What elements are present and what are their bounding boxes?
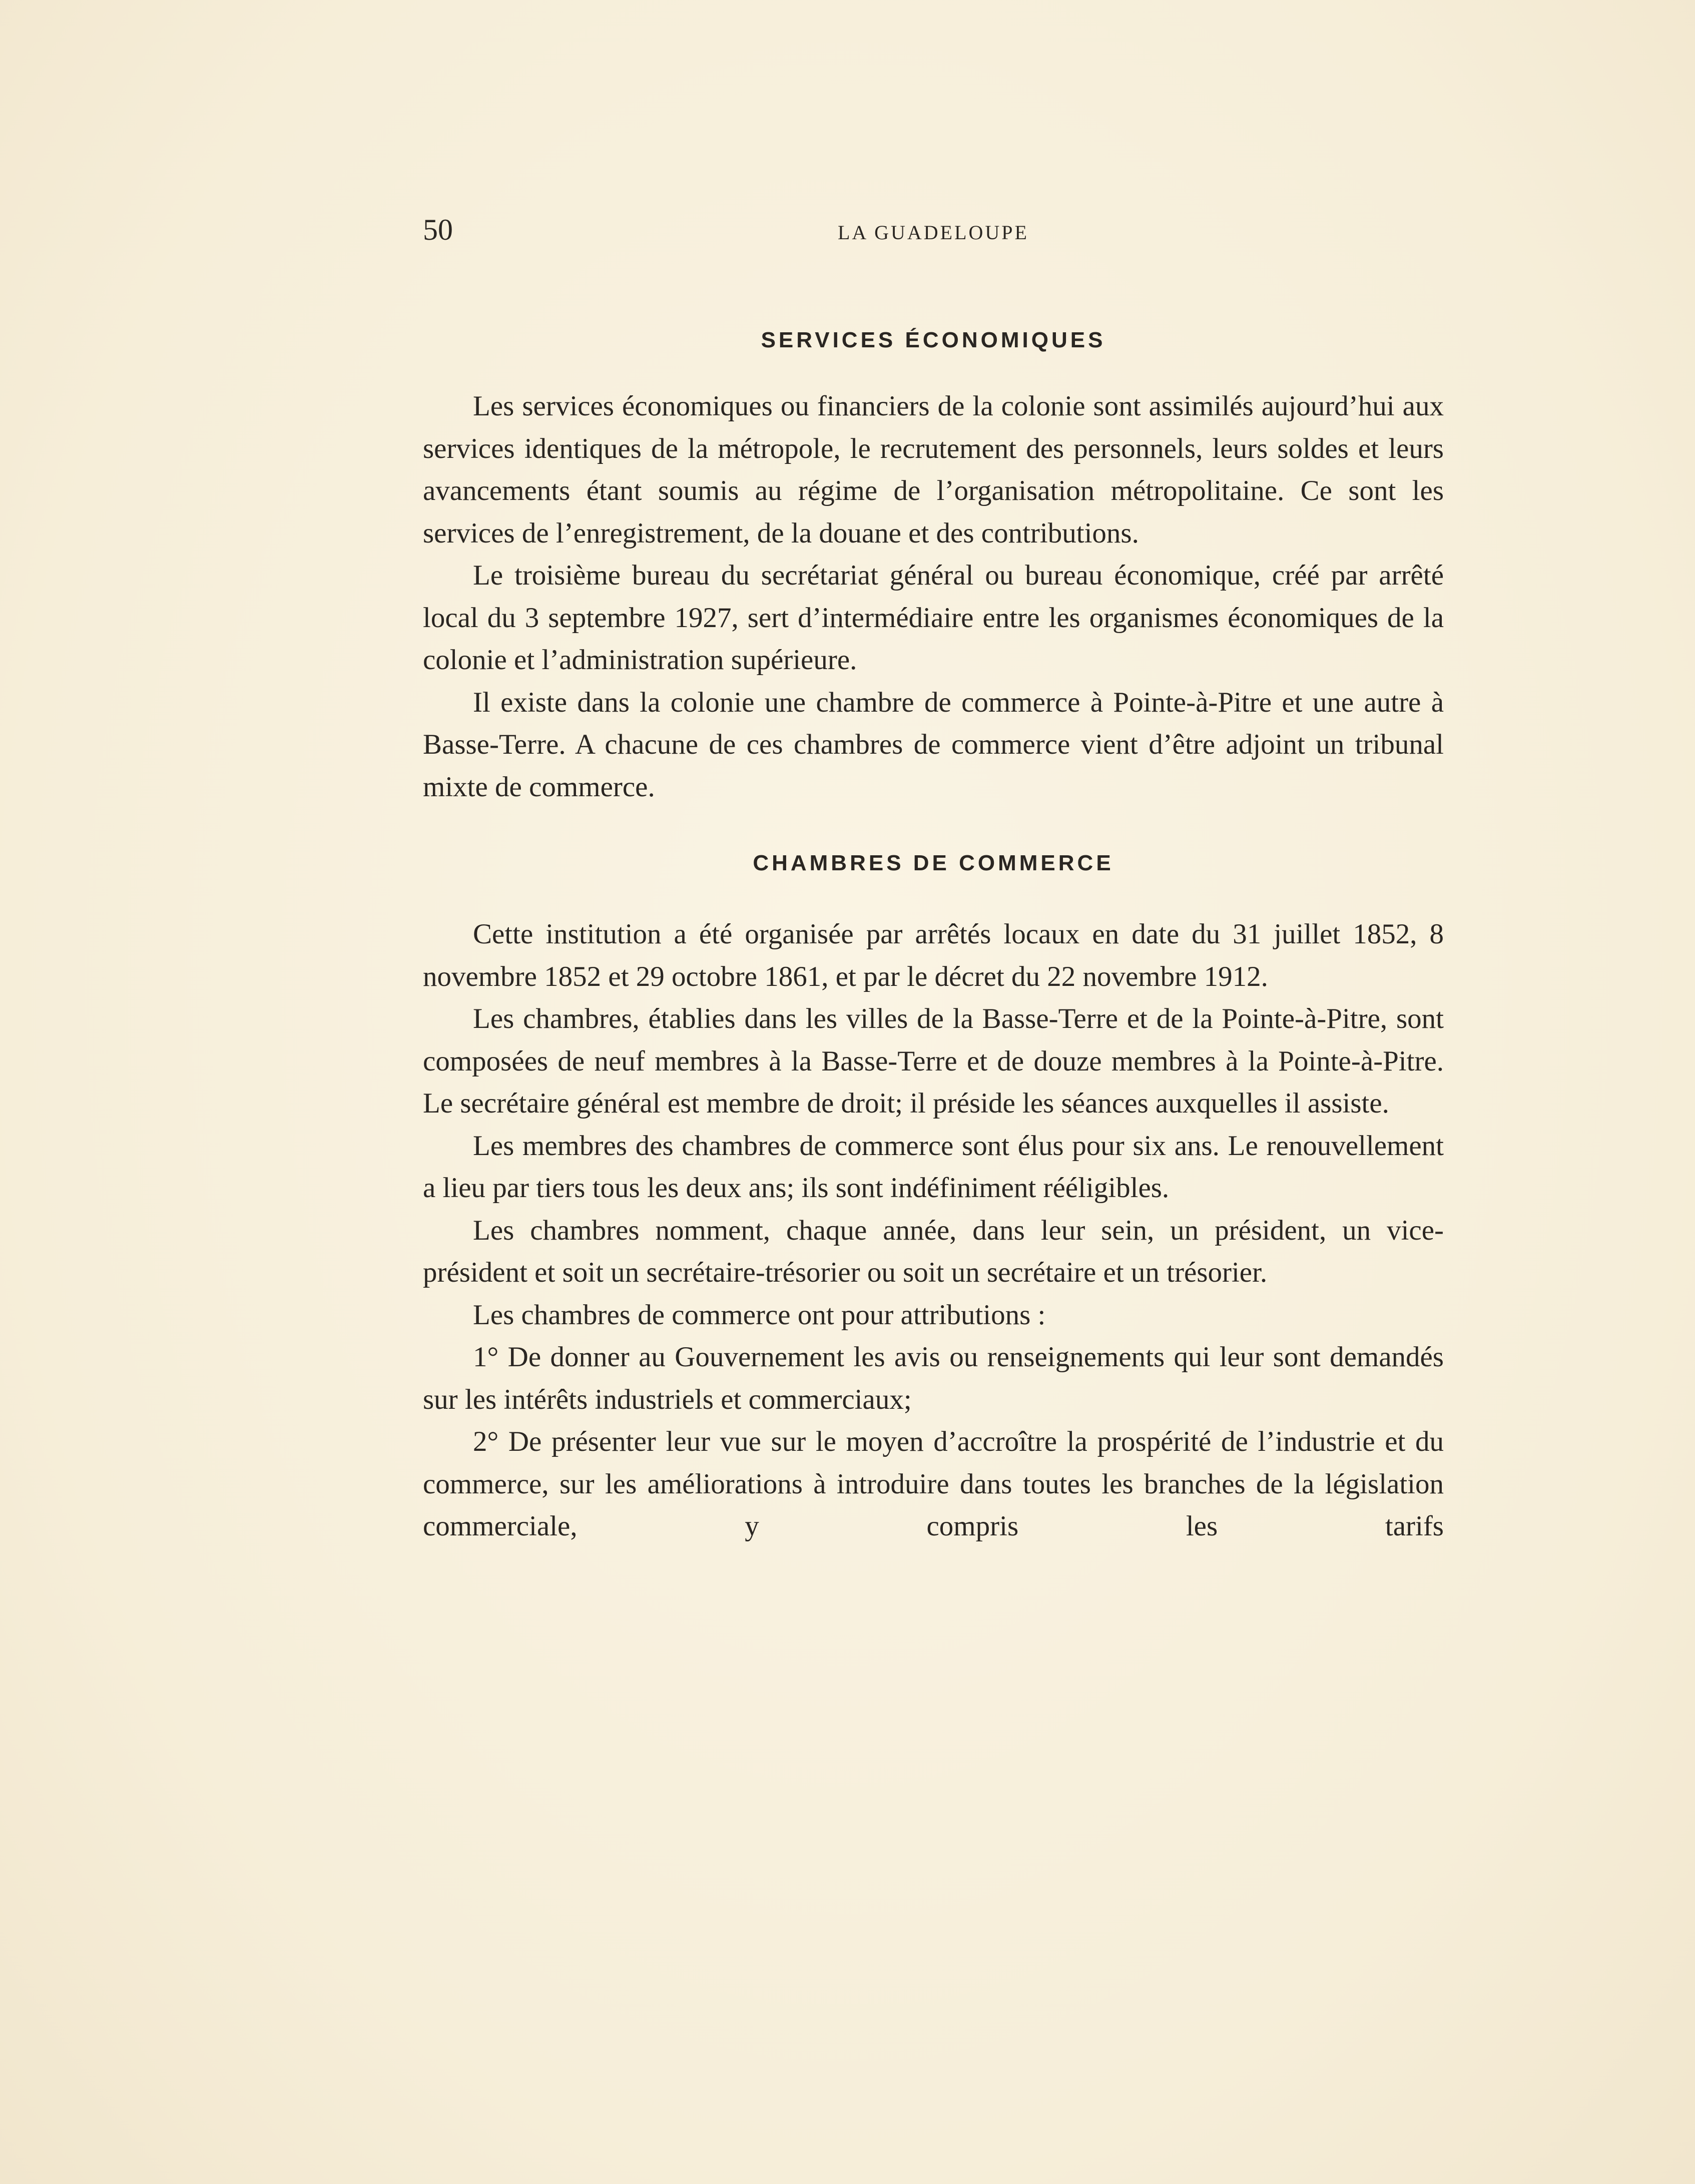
paragraph: Cette institution a été organisée par arrêtés locaux en date du 31 juillet 1852, 8 novembre 1852 et 29 octobre 1861, et par le décret du 22 novembre 1912. [423, 918, 1444, 992]
paragraph: Le troisième bureau du secrétariat général ou bureau économique, créé par arrêté local du 3 septembre 1927, sert d’intermédiaire entre les organismes économiques de la colonie et l’administration supérieure. [423, 560, 1444, 676]
paragraph: Les chambres de commerce ont pour attributions : [473, 1299, 1046, 1331]
paragraph: Les chambres nomment, chaque année, dans leur sein, un président, un vice-président et soit un secrétaire-trésorier ou soit un secrétaire et un trésorier. [423, 1214, 1444, 1288]
paragraph: 2° De présenter leur vue sur le moyen d’accroître la prospérité de l’industrie et du commerce, sur les améliorations à introduire dans toutes les branches de la législation commerciale, y compris les tarifs [423, 1426, 1444, 1542]
paragraph: Les chambres, établies dans les villes de la Basse-Terre et de la Pointe-à-Pitre, sont composées de neuf membres à la Basse-Terre et de douze membres à la Pointe-à-Pitre. Le secrétaire général est membre de droit; il préside les séances auxquelles il assiste. [423, 1003, 1444, 1119]
section-heading-services-economiques: SERVICES ÉCONOMIQUES [761, 328, 1106, 352]
paragraph: 1° De donner au Gouvernement les avis ou renseignements qui leur sont demandés sur les intérêts industriels et commerciaux; [423, 1341, 1444, 1415]
paragraph: Il existe dans la colonie une chambre de commerce à Pointe-à-Pitre et une autre à Basse-Terre. A chacune de ces chambres de commerce vient d’être adjoint un tribunal mixte de commerce. [423, 686, 1444, 803]
running-title: LA GUADELOUPE [838, 221, 1029, 244]
running-head [423, 213, 1444, 253]
page-number: 50 [423, 213, 453, 246]
paragraph: Les services économiques ou financiers de la colonie sont assimilés aujourd’hui aux services identiques de la métropole, le recrutement des personnels, leurs soldes et leurs avancements étant soumis au régime de l’organisation métropolitaine. Ce sont les services de l’enregistrement, de la douane et des contributions. [423, 390, 1444, 549]
paragraph: Les membres des chambres de commerce sont élus pour six ans. Le renouvellement a lieu par tiers tous les deux ans; ils sont indéfiniment rééligibles. [423, 1130, 1444, 1204]
section-heading-chambres-de-commerce: CHAMBRES DE COMMERCE [753, 851, 1114, 875]
body-text [423, 320, 1444, 1548]
